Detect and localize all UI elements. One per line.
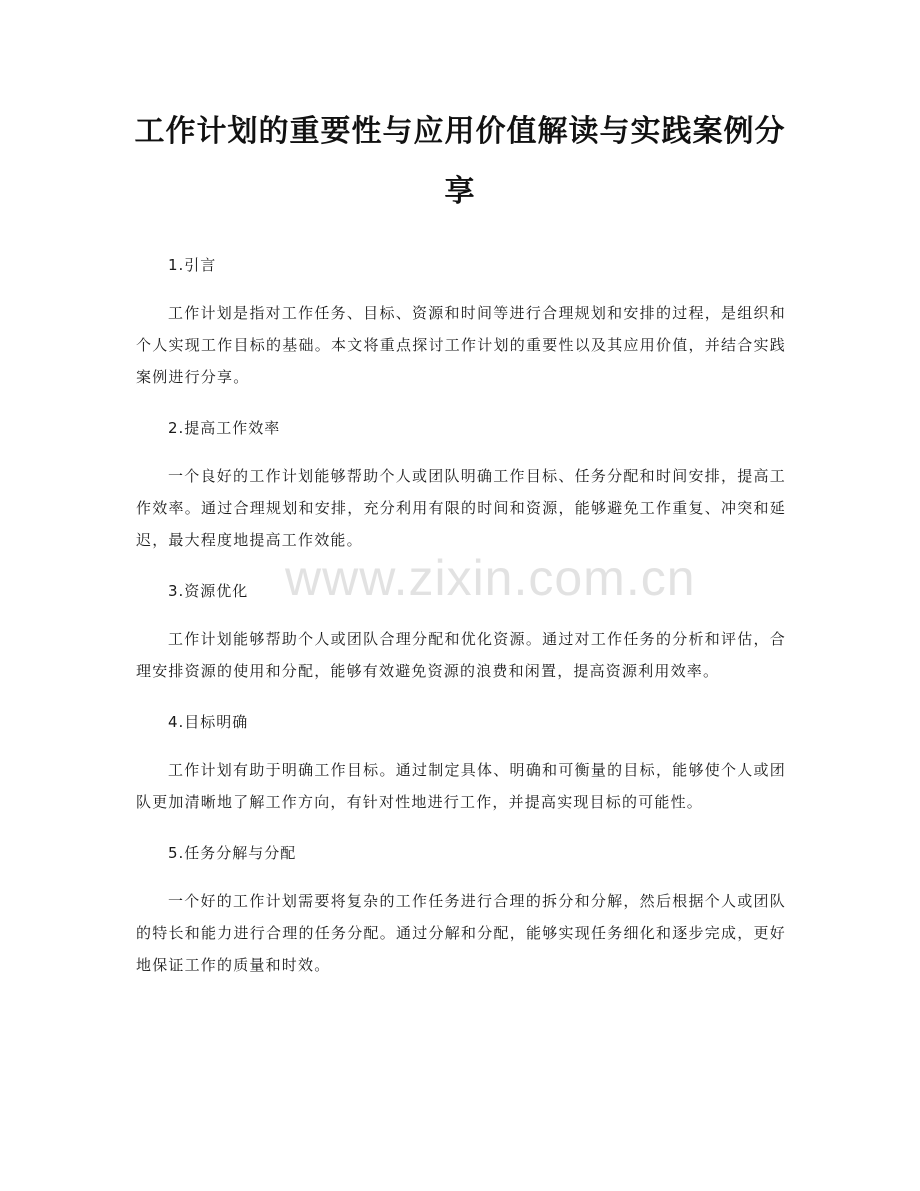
section-paragraph: 一个好的工作计划需要将复杂的工作任务进行合理的拆分和分解，然后根据个人或团队的特长和能力进行合理的任务分配。通过分解和分配，能够实现任务细化和逐步完成，更好地保证工作的质量和时效。 bbox=[136, 892, 786, 974]
section-resource-optimization bbox=[136, 576, 786, 707]
section-paragraph: 工作计划是指对工作任务、目标、资源和时间等进行合理规划和安排的过程，是组织和个人实现工作目标的基础。本文将重点探讨工作计划的重要性以及其应用价值，并结合实践案例进行分享。 bbox=[136, 304, 786, 386]
document-body bbox=[136, 250, 786, 981]
section-task-breakdown bbox=[136, 838, 786, 981]
section-paragraph: 工作计划有助于明确工作目标。通过制定具体、明确和可衡量的目标，能够使个人或团队更加清晰地了解工作方向，有针对性地进行工作，并提高实现目标的可能性。 bbox=[136, 761, 786, 811]
section-heading: 4.目标明确 bbox=[168, 713, 249, 731]
document-title: 工作计划的重要性与应用价值解读与实践案例分享 bbox=[134, 114, 786, 209]
section-heading: 3.资源优化 bbox=[168, 582, 249, 600]
section-heading: 5.任务分解与分配 bbox=[168, 844, 297, 862]
section-paragraph: 工作计划能够帮助个人或团队合理分配和优化资源。通过对工作任务的分析和评估，合理安排资源的使用和分配，能够有效避免资源的浪费和闲置，提高资源利用效率。 bbox=[136, 630, 786, 680]
section-paragraph: 一个良好的工作计划能够帮助个人或团队明确工作目标、任务分配和时间安排，提高工作效率。通过合理规划和安排，充分利用有限的时间和资源，能够避免工作重复、冲突和延迟，最大程度地提高工作效能。 bbox=[136, 467, 786, 549]
section-clear-goals bbox=[136, 707, 786, 838]
section-heading: 2.提高工作效率 bbox=[168, 419, 281, 437]
section-introduction bbox=[136, 250, 786, 413]
watermark: www.zixin.com.cn bbox=[285, 550, 696, 606]
section-efficiency bbox=[136, 413, 786, 576]
section-heading: 1.引言 bbox=[168, 256, 217, 274]
